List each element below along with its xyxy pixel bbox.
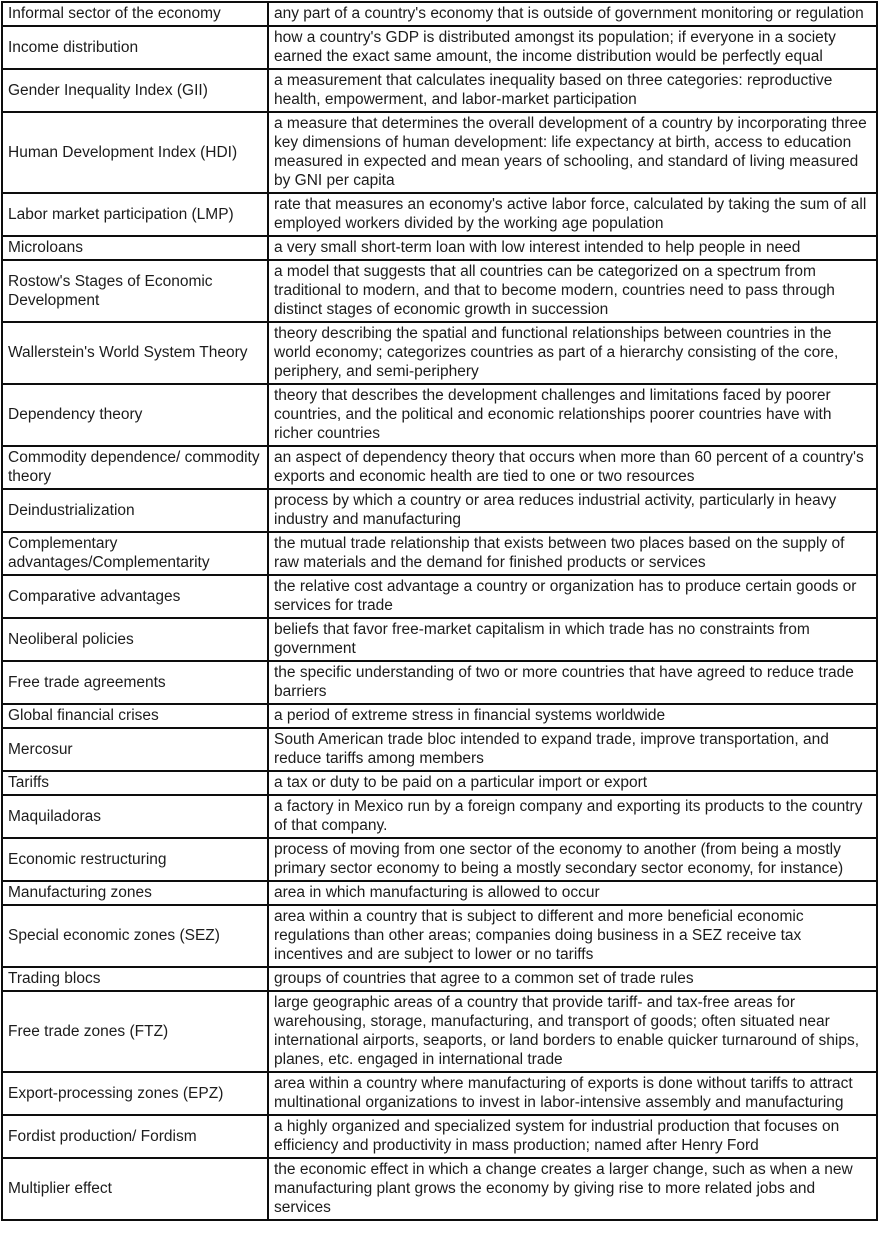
term-cell: Tariffs xyxy=(2,771,268,795)
table-row xyxy=(2,260,877,322)
definition-cell: area within a country where manufacturing of exports is done without tariffs to attract multinational organizations to invest in labor-intensive assembly and manufacturing xyxy=(268,1072,877,1115)
definition-cell: South American trade bloc intended to expand trade, improve transportation, and reduce tariffs among members xyxy=(268,728,877,771)
definition-cell: large geographic areas of a country that provide tariff- and tax-free areas for warehousing, storage, manufacturing, and transport of goods; often situated near international airports, seaports, or land borders to enable quicker turnaround of ships, planes, etc. engaged in international trade xyxy=(268,991,877,1072)
term-cell: Global financial crises xyxy=(2,704,268,728)
table-row xyxy=(2,26,877,69)
term-cell: Free trade agreements xyxy=(2,661,268,704)
definition-cell: a period of extreme stress in financial systems worldwide xyxy=(268,704,877,728)
term-cell: Labor market participation (LMP) xyxy=(2,193,268,236)
term-cell: Income distribution xyxy=(2,26,268,69)
table-row xyxy=(2,771,877,795)
term-cell: Rostow's Stages of Economic Development xyxy=(2,260,268,322)
term-cell: Special economic zones (SEZ) xyxy=(2,905,268,967)
table-row xyxy=(2,1115,877,1158)
definition-cell: process by which a country or area reduces industrial activity, particularly in heavy industry and manufacturing xyxy=(268,489,877,532)
term-cell: Microloans xyxy=(2,236,268,260)
definition-cell: area in which manufacturing is allowed to occur xyxy=(268,881,877,905)
definition-cell: the specific understanding of two or more countries that have agreed to reduce trade barriers xyxy=(268,661,877,704)
definition-cell: process of moving from one sector of the economy to another (from being a mostly primary sector economy to being a mostly secondary sector economy, for instance) xyxy=(268,838,877,881)
table-row xyxy=(2,967,877,991)
definition-cell: beliefs that favor free-market capitalism in which trade has no constraints from government xyxy=(268,618,877,661)
table-row xyxy=(2,618,877,661)
table-row xyxy=(2,991,877,1072)
term-cell: Maquiladoras xyxy=(2,795,268,838)
table-row xyxy=(2,905,877,967)
definition-cell: an aspect of dependency theory that occurs when more than 60 percent of a country's exports and economic health are tied to one or two resources xyxy=(268,446,877,489)
term-cell: Human Development Index (HDI) xyxy=(2,112,268,193)
term-cell: Wallerstein's World System Theory xyxy=(2,322,268,384)
term-cell: Manufacturing zones xyxy=(2,881,268,905)
table-row xyxy=(2,1158,877,1220)
term-cell: Fordist production/ Fordism xyxy=(2,1115,268,1158)
definition-cell: a factory in Mexico run by a foreign company and exporting its products to the country of that company. xyxy=(268,795,877,838)
term-cell: Commodity dependence/ commodity theory xyxy=(2,446,268,489)
definition-cell: area within a country that is subject to different and more beneficial economic regulations than other areas; companies doing business in a SEZ receive tax incentives and are subject to lower or no tariffs xyxy=(268,905,877,967)
table-row xyxy=(2,575,877,618)
term-cell: Multiplier effect xyxy=(2,1158,268,1220)
table-row xyxy=(2,446,877,489)
definition-cell: theory describing the spatial and functional relationships between countries in the world economy; categorizes countries as part of a hierarchy consisting of the core, periphery, and semi-periphery xyxy=(268,322,877,384)
term-cell: Dependency theory xyxy=(2,384,268,446)
definition-cell: the relative cost advantage a country or organization has to produce certain goods or services for trade xyxy=(268,575,877,618)
definition-cell: rate that measures an economy's active labor force, calculated by taking the sum of all employed workers divided by the working age population xyxy=(268,193,877,236)
table-row xyxy=(2,322,877,384)
term-cell: Neoliberal policies xyxy=(2,618,268,661)
table-row xyxy=(2,532,877,575)
term-cell: Economic restructuring xyxy=(2,838,268,881)
definition-cell: how a country's GDP is distributed amongst its population; if everyone in a society earned the exact same amount, the income distribution would be perfectly equal xyxy=(268,26,877,69)
table-row xyxy=(2,193,877,236)
term-cell: Comparative advantages xyxy=(2,575,268,618)
table-row xyxy=(2,236,877,260)
table-row xyxy=(2,838,877,881)
term-cell: Free trade zones (FTZ) xyxy=(2,991,268,1072)
definition-cell: a measure that determines the overall development of a country by incorporating three key dimensions of human development: life expectancy at birth, access to education measured in expected and mean years of schooling, and standard of living measured by GNI per capita xyxy=(268,112,877,193)
table-row xyxy=(2,728,877,771)
term-cell: Gender Inequality Index (GII) xyxy=(2,69,268,112)
table-row xyxy=(2,704,877,728)
term-cell: Informal sector of the economy xyxy=(2,2,268,26)
definition-cell: theory that describes the development challenges and limitations faced by poorer countries, and the political and economic relationships poorer countries have with richer countries xyxy=(268,384,877,446)
term-cell: Complementary advantages/Complementarity xyxy=(2,532,268,575)
table-row xyxy=(2,489,877,532)
glossary-table-body xyxy=(2,2,877,1220)
term-cell: Trading blocs xyxy=(2,967,268,991)
definition-cell: groups of countries that agree to a common set of trade rules xyxy=(268,967,877,991)
definition-cell: a highly organized and specialized system for industrial production that focuses on efficiency and productivity in mass production; named after Henry Ford xyxy=(268,1115,877,1158)
table-row xyxy=(2,661,877,704)
definition-cell: a very small short-term loan with low interest intended to help people in need xyxy=(268,236,877,260)
table-row xyxy=(2,2,877,26)
table-row xyxy=(2,112,877,193)
glossary-table xyxy=(1,1,878,1221)
definition-cell: any part of a country's economy that is outside of government monitoring or regulation xyxy=(268,2,877,26)
table-row xyxy=(2,1072,877,1115)
definition-cell: a model that suggests that all countries can be categorized on a spectrum from traditional to modern, and that to become modern, countries need to pass through distinct stages of economic growth in succession xyxy=(268,260,877,322)
table-row xyxy=(2,795,877,838)
term-cell: Export-processing zones (EPZ) xyxy=(2,1072,268,1115)
term-cell: Mercosur xyxy=(2,728,268,771)
definition-cell: a tax or duty to be paid on a particular import or export xyxy=(268,771,877,795)
table-row xyxy=(2,384,877,446)
term-cell: Deindustrialization xyxy=(2,489,268,532)
table-row xyxy=(2,881,877,905)
definition-cell: a measurement that calculates inequality based on three categories: reproductive health, empowerment, and labor-market participation xyxy=(268,69,877,112)
table-row xyxy=(2,69,877,112)
definition-cell: the mutual trade relationship that exists between two places based on the supply of raw materials and the demand for finished products or services xyxy=(268,532,877,575)
definition-cell: the economic effect in which a change creates a larger change, such as when a new manufacturing plant grows the economy by giving rise to more related jobs and services xyxy=(268,1158,877,1220)
